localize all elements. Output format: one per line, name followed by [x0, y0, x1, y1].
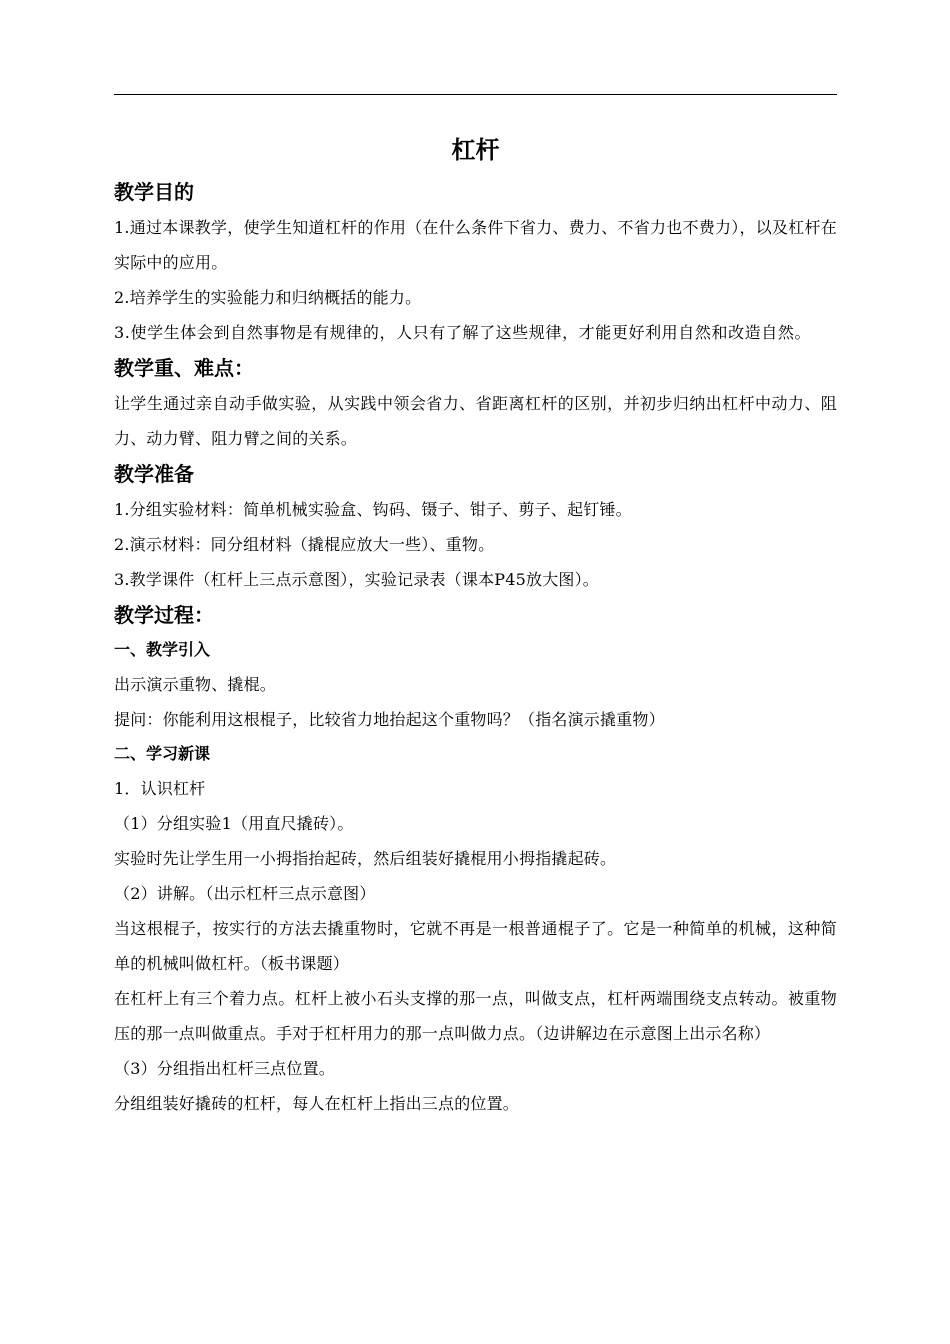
preparation-item-3: 3.教学课件（杠杆上三点示意图），实验记录表（课本P45放大图）。: [114, 570, 599, 589]
intro-line-2: 提问：你能利用这根棍子，比较省力地抬起这个重物吗？（指名演示撬重物）: [114, 710, 665, 729]
document-content: [114, 126, 837, 1121]
key-points-text: 让学生通过亲自动手做实验，从实践中领会省力、省距离杠杆的区别，并初步归纳出杠杆中动力、阻力、动力臂、阻力臂之间的关系。: [114, 394, 837, 448]
new-lesson-line-7: （3）分组指出杠杆三点位置。: [114, 1059, 335, 1078]
preparation-item-2: 2.演示材料：同分组材料（撬棍应放大一些）、重物。: [114, 535, 495, 554]
process-heading: 教学过程：: [114, 603, 214, 627]
intro-line-1: 出示演示重物、撬棍。: [114, 675, 277, 694]
objective-item-3: 3.使学生体会到自然事物是有规律的，人只有了解了这些规律，才能更好利用自然和改造自然。: [114, 323, 812, 342]
objective-item-2: 2.培养学生的实验能力和归纳概括的能力。: [114, 288, 422, 307]
new-lesson-line-5: 当这根棍子，按实行的方法去撬重物时，它就不再是一根普通棍子了。它是一种简单的机械，这种简单的机械叫做杠杆。（板书课题）: [114, 919, 837, 973]
objectives-heading: 教学目的: [114, 180, 194, 204]
document-title: 杠杆: [451, 136, 500, 164]
new-lesson-heading: 二、学习新课: [114, 744, 211, 763]
key-points-heading: 教学重、难点：: [114, 356, 254, 380]
new-lesson-line-1: 1．认识杠杆: [114, 779, 206, 798]
new-lesson-line-3: 实验时先让学生用一小拇指抬起砖，然后组装好撬棍用小拇指撬起砖。: [114, 849, 617, 868]
intro-heading: 一、教学引入: [114, 640, 211, 659]
objective-item-1: 1.通过本课教学，使学生知道杠杆的作用（在什么条件下省力、费力、不省力也不费力），以及杠杆在实际中的应用。: [114, 218, 837, 272]
header-rule: [114, 94, 837, 95]
new-lesson-line-8: 分组组装好撬砖的杠杆，每人在杠杆上指出三点的位置。: [114, 1094, 520, 1113]
new-lesson-line-4: （2）讲解。（出示杠杆三点示意图）: [114, 884, 376, 903]
new-lesson-line-6: 在杠杆上有三个着力点。杠杆上被小石头支撑的那一点，叫做支点，杠杆两端围绕支点转动。被重物压的那一点叫做重点。手对于杠杆用力的那一点叫做力点。（边讲解边在示意图上出示名称）: [114, 989, 837, 1043]
new-lesson-line-2: （1）分组实验1（用直尺撬砖）。: [114, 814, 354, 833]
preparation-heading: 教学准备: [114, 462, 194, 486]
preparation-item-1: 1.分组实验材料：简单机械实验盒、钩码、镊子、钳子、剪子、起钉锤。: [114, 500, 632, 519]
